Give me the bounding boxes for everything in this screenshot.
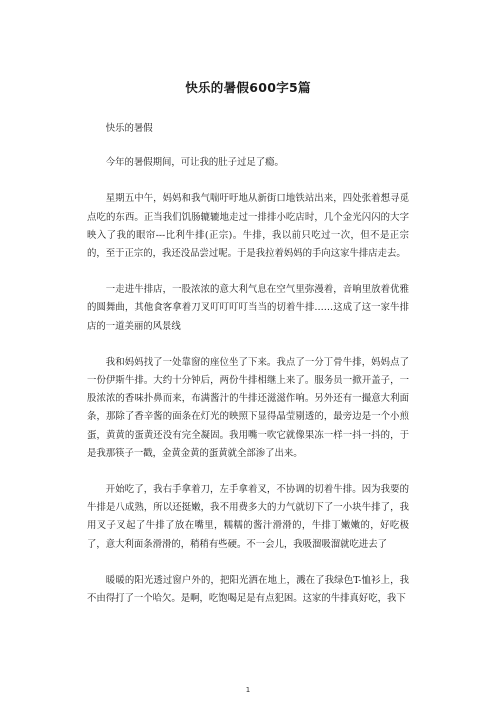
paragraph: 今年的暑假期间，可让我的肚子过足了瘾。	[105, 157, 284, 169]
page-number: 1	[245, 686, 251, 694]
page-title: 快乐的暑假600字5篇	[185, 80, 311, 95]
paragraph: 星期五中午，妈妈和我气喘吁吁地从新街口地铁站出来，四处张着想寻觅点吃的东西。正当我们饥肠辘辘地走过一排排小吃店时，几个金光闪闪的大字映入了我的眼帘---比利牛排(正宗)。牛排，我以前只吃过一次，但不是正宗的，至于正宗的，我还没品尝过呢。于是我拉着妈妈的手向这家牛排店走去。	[87, 193, 409, 260]
paragraph: 开始吃了，我右手拿着刀，左手拿着叉，不协调的切着牛排。因为我要的牛排是八成熟，所以还挺嫩，我不用费多大的力气就切下了一小块牛排了，我用叉子叉起了牛排了放在嘴里，糯糯的酱汁滑滑的，牛排丁嫩嫩的，好吃极了，意大利面条滑滑的，稍稍有些硬。不一会儿，我吸溜吸溜就吃进去了	[87, 484, 409, 550]
paragraph: 一走进牛排店，一股浓浓的意大利气息在空气里弥漫着，音响里放着优雅的圆舞曲，其他食客拿着刀叉叮叮叮叮当当的切着牛排……这成了这一家牛排店的一道美丽的风景线	[87, 284, 409, 332]
paragraph: 快乐的暑假	[105, 123, 153, 134]
paragraph: 暖暖的阳光透过窗户外的，把阳光洒在地上，溅在了我绿色T-恤衫上，我不由得打了一个哈欠。是啊，吃饱喝足是有点犯困。这家的牛排真好吃，我下	[87, 574, 409, 605]
document-body	[87, 120, 409, 626]
paragraph: 我和妈妈找了一处靠窗的座位坐了下来。我点了一分丁骨牛排，妈妈点了一份伊斯牛排。大约十分钟后，两份牛排相继上来了。服务员一掀开盖子，一股浓浓的香味扑鼻而来，布满酱汁的牛排还滋滋作响。另外还有一撮意大利面条，那除了香辛酱的面条在灯光的映照下显得晶莹剔透的，最旁边是一个小煎蛋，黄黄的蛋黄还没有完全凝固。我用嘴一吹它就像果冻一样一抖一抖的，于是我那筷子一戳，金黄金黄的蛋黄就全部渗了出来。	[87, 356, 409, 459]
